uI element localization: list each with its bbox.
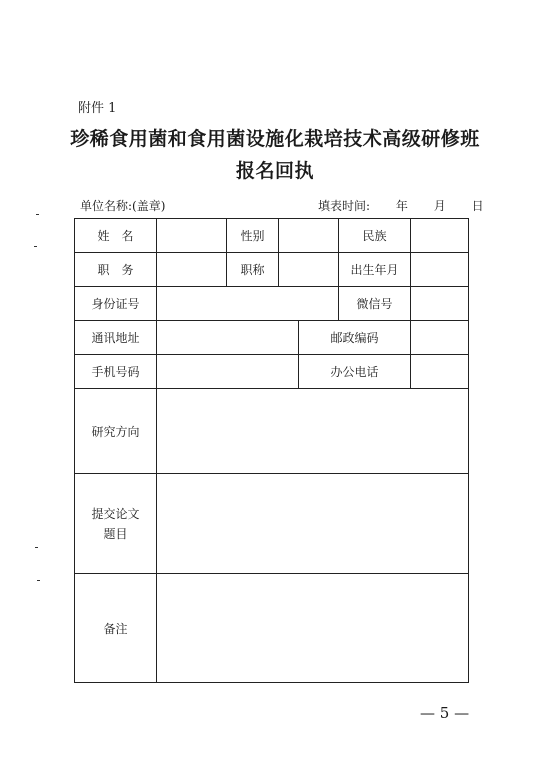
job-title-field[interactable] xyxy=(279,253,339,287)
remarks-label: 备注 xyxy=(75,574,157,683)
scan-mark xyxy=(37,580,40,581)
unit-name-label: 单位名称:(盖章) xyxy=(80,199,166,213)
position-label: 职 务 xyxy=(75,253,157,287)
scan-mark xyxy=(36,214,39,215)
office-phone-field[interactable] xyxy=(411,355,469,389)
attachment-label: 附件 1 xyxy=(78,101,117,116)
document-subtitle: 报名回执 xyxy=(235,160,314,182)
fill-date xyxy=(318,197,484,214)
ethnicity-field[interactable] xyxy=(411,219,469,253)
birth-label: 出生年月 xyxy=(339,253,411,287)
id-number-label: 身份证号 xyxy=(75,287,157,321)
paper-title-label-line2: 题目 xyxy=(103,526,128,541)
research-label: 研究方向 xyxy=(75,389,157,474)
paper-title-field[interactable] xyxy=(157,474,469,574)
wechat-label: 微信号 xyxy=(339,287,411,321)
month-label: 月 xyxy=(433,199,446,213)
address-field[interactable] xyxy=(157,321,299,355)
document-title: 珍稀食用菌和食用菌设施化栽培技术高级研修班 xyxy=(70,128,480,150)
address-label: 通讯地址 xyxy=(75,321,157,355)
gender-label: 性别 xyxy=(227,219,279,253)
scan-mark xyxy=(35,547,38,548)
paper-title-label-line1: 提交论文 xyxy=(91,506,140,521)
birth-field[interactable] xyxy=(411,253,469,287)
id-number-field[interactable] xyxy=(157,287,339,321)
mobile-field[interactable] xyxy=(157,355,299,389)
fill-time-label: 填表时间: xyxy=(318,199,371,213)
research-field[interactable] xyxy=(157,389,469,474)
registration-form-table xyxy=(74,218,469,683)
paper-title-label xyxy=(75,474,157,574)
office-phone-label: 办公电话 xyxy=(299,355,411,389)
job-title-label: 职称 xyxy=(227,253,279,287)
name-field[interactable] xyxy=(157,219,227,253)
postcode-label: 邮政编码 xyxy=(299,321,411,355)
ethnicity-label: 民族 xyxy=(339,219,411,253)
gender-field[interactable] xyxy=(279,219,339,253)
name-label: 姓 名 xyxy=(75,219,157,253)
remarks-field[interactable] xyxy=(157,574,469,683)
page-number: — 5 — xyxy=(420,704,470,722)
day-label: 日 xyxy=(471,199,484,213)
scan-mark xyxy=(34,246,37,247)
mobile-label: 手机号码 xyxy=(75,355,157,389)
year-label: 年 xyxy=(395,199,408,213)
postcode-field[interactable] xyxy=(411,321,469,355)
wechat-field[interactable] xyxy=(411,287,469,321)
position-field[interactable] xyxy=(157,253,227,287)
